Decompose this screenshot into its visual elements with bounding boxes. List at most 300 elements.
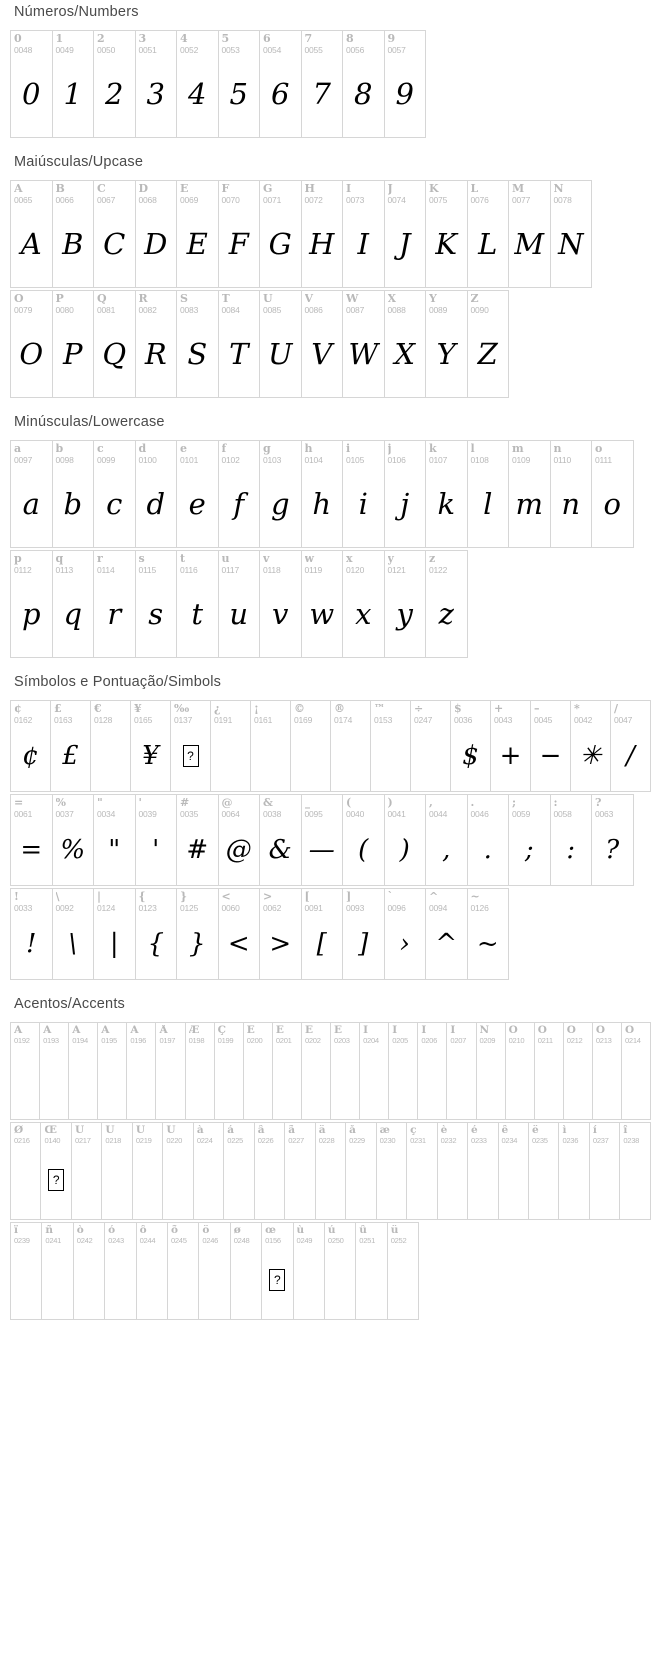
glyph-cell[interactable] xyxy=(219,551,261,657)
glyph-cell-header xyxy=(211,701,250,725)
glyph-cell[interactable] xyxy=(499,1123,529,1219)
glyph-codepoint-label: 0202 xyxy=(304,1036,321,1045)
glyph-cell[interactable] xyxy=(260,551,302,657)
glyph-cell[interactable] xyxy=(219,291,261,397)
glyph-cell[interactable] xyxy=(388,1223,419,1319)
glyph-rendering: : xyxy=(566,834,576,865)
glyph-cell-header xyxy=(343,795,384,819)
glyph-cell[interactable] xyxy=(418,1023,447,1119)
glyph-cell[interactable] xyxy=(177,181,219,287)
glyph-cell[interactable] xyxy=(186,1023,215,1119)
glyph-cell[interactable] xyxy=(11,31,53,137)
glyph-cell[interactable] xyxy=(251,701,291,791)
glyph-cell[interactable] xyxy=(133,1123,163,1219)
glyph-cell[interactable] xyxy=(343,291,385,397)
glyph-cell[interactable] xyxy=(477,1023,506,1119)
glyph-cell-header xyxy=(559,1123,588,1145)
glyph-cell[interactable] xyxy=(564,1023,593,1119)
glyph-cell[interactable] xyxy=(199,1223,230,1319)
glyph-codepoint-label: 0074 xyxy=(387,195,406,205)
glyph-rendering xyxy=(529,1145,558,1219)
glyph-cell[interactable] xyxy=(42,1223,73,1319)
glyph-codepoint-label: 0079 xyxy=(14,305,33,315)
glyph-cell[interactable] xyxy=(94,795,136,885)
glyph-cell[interactable] xyxy=(11,551,53,657)
glyph-cell[interactable] xyxy=(451,701,491,791)
glyph-codepoint-label: 0231 xyxy=(410,1136,426,1145)
glyph-cell[interactable] xyxy=(260,441,302,547)
glyph-cell[interactable] xyxy=(94,551,136,657)
glyph-cell[interactable] xyxy=(260,291,302,397)
glyph-codepoint-label: 0241 xyxy=(45,1236,62,1245)
glyph-codepoint-label: 0243 xyxy=(108,1236,124,1245)
glyph-cell[interactable] xyxy=(136,441,178,547)
glyph-rendering: h xyxy=(312,486,332,521)
glyph-rendering: V xyxy=(311,336,333,371)
glyph-cell[interactable] xyxy=(620,1123,650,1219)
glyph-cell[interactable] xyxy=(302,181,344,287)
glyph-codepoint-label: 0058 xyxy=(553,809,572,819)
glyph-codepoint-label: 0096 xyxy=(387,903,406,913)
glyph-cell-header xyxy=(438,1123,467,1145)
glyph-cell[interactable] xyxy=(11,1223,42,1319)
glyph-cell[interactable] xyxy=(171,701,211,791)
glyph-cell-header xyxy=(260,441,301,465)
glyph-cell[interactable] xyxy=(385,551,427,657)
glyph-cell[interactable] xyxy=(11,181,53,287)
glyph-cell-header xyxy=(136,551,177,575)
glyph-cell-header xyxy=(177,551,218,575)
glyph-cell[interactable] xyxy=(215,1023,244,1119)
glyph-cell[interactable] xyxy=(177,889,219,979)
glyph-char-label: ? xyxy=(595,797,602,809)
glyph-char-label: ê xyxy=(501,1125,509,1136)
glyph-cell[interactable] xyxy=(509,441,551,547)
glyph-cell[interactable] xyxy=(447,1023,476,1119)
glyph-codepoint-label: 0065 xyxy=(14,195,33,205)
glyph-codepoint-label: 0089 xyxy=(429,305,448,315)
glyph-row xyxy=(10,290,509,398)
glyph-codepoint-label: 0045 xyxy=(534,715,553,725)
glyph-char-label: v xyxy=(263,553,270,565)
glyph-codepoint-label: 0099 xyxy=(97,455,116,465)
glyph-rendering: = xyxy=(20,834,43,865)
glyph-cell-header xyxy=(302,795,343,819)
glyph-cell[interactable] xyxy=(622,1023,651,1119)
glyph-rendering: T xyxy=(229,336,249,371)
glyph-codepoint-label: 0214 xyxy=(624,1036,641,1045)
glyph-cell[interactable] xyxy=(91,701,131,791)
glyph-cell-header xyxy=(177,181,218,205)
glyph-cell[interactable] xyxy=(294,1223,325,1319)
glyph-cell[interactable] xyxy=(53,181,95,287)
glyph-row xyxy=(10,794,634,886)
glyph-cell[interactable] xyxy=(343,181,385,287)
glyph-cell[interactable] xyxy=(53,795,95,885)
glyph-cell[interactable] xyxy=(11,1123,41,1219)
glyph-cell-header xyxy=(407,1123,436,1145)
glyph-codepoint-label: 0109 xyxy=(512,455,531,465)
glyph-cell[interactable] xyxy=(105,1223,136,1319)
glyph-cell[interactable] xyxy=(127,1023,156,1119)
glyph-cell[interactable] xyxy=(177,795,219,885)
glyph-char-label: % xyxy=(55,797,66,809)
glyph-cell[interactable] xyxy=(156,1023,185,1119)
glyph-char-label: Î xyxy=(421,1025,427,1036)
glyph-cell-header xyxy=(94,181,135,205)
glyph-char-label: 8 xyxy=(346,33,354,45)
glyph-codepoint-label: 0101 xyxy=(180,455,199,465)
glyph-char-label: \ xyxy=(55,891,60,903)
glyph-cell[interactable] xyxy=(468,181,510,287)
glyph-codepoint-label: 0059 xyxy=(512,809,531,819)
glyph-cell[interactable] xyxy=(94,31,136,137)
glyph-cell[interactable] xyxy=(136,291,178,397)
glyph-rendering xyxy=(72,1145,101,1219)
section-title: Números/Numbers xyxy=(14,4,139,20)
glyph-cell[interactable] xyxy=(559,1123,589,1219)
glyph-cell[interactable] xyxy=(177,31,219,137)
glyph-codepoint-label: 0082 xyxy=(138,305,157,315)
glyph-rendering: ; xyxy=(524,834,534,865)
glyph-cell-header xyxy=(105,1223,135,1245)
glyph-char-label: ç xyxy=(410,1125,417,1136)
glyph-cell[interactable] xyxy=(94,291,136,397)
glyph-cell[interactable] xyxy=(219,181,261,287)
glyph-cell-header xyxy=(98,1023,126,1045)
glyph-codepoint-label: 0232 xyxy=(440,1136,457,1145)
glyph-cell[interactable] xyxy=(260,181,302,287)
glyph-char-label: e xyxy=(180,443,187,455)
glyph-cell[interactable] xyxy=(102,1123,132,1219)
glyph-cell[interactable] xyxy=(136,551,178,657)
glyph-rendering: e xyxy=(188,486,206,521)
glyph-cell-header xyxy=(343,291,384,315)
glyph-cell[interactable] xyxy=(385,889,427,979)
glyph-cell[interactable] xyxy=(426,291,468,397)
glyph-rendering: @ xyxy=(225,834,252,865)
glyph-cell[interactable] xyxy=(385,181,427,287)
glyph-cell[interactable] xyxy=(426,181,468,287)
glyph-rendering xyxy=(91,725,130,791)
glyph-cell[interactable] xyxy=(611,701,651,791)
glyph-cell[interactable] xyxy=(11,795,53,885)
glyph-cell[interactable] xyxy=(53,551,95,657)
glyph-rendering: $ xyxy=(462,740,479,771)
glyph-cell[interactable] xyxy=(40,1023,69,1119)
glyph-cell[interactable] xyxy=(285,1123,315,1219)
glyph-cell[interactable] xyxy=(72,1123,102,1219)
glyph-cell[interactable] xyxy=(468,889,510,979)
glyph-cell[interactable] xyxy=(590,1123,620,1219)
glyph-codepoint-label: 0121 xyxy=(387,565,406,575)
glyph-codepoint-label: 0077 xyxy=(512,195,531,205)
glyph-codepoint-label: 0103 xyxy=(263,455,282,465)
glyph-cell[interactable] xyxy=(316,1123,346,1219)
glyph-cell[interactable] xyxy=(94,181,136,287)
glyph-cell[interactable] xyxy=(551,795,593,885)
glyph-cell[interactable] xyxy=(371,701,411,791)
glyph-codepoint-label: 0125 xyxy=(180,903,199,913)
glyph-cell[interactable] xyxy=(11,889,53,979)
glyph-cell[interactable] xyxy=(219,795,261,885)
glyph-cell[interactable] xyxy=(468,1123,498,1219)
glyph-char-label: Ì xyxy=(363,1025,369,1036)
glyph-cell[interactable] xyxy=(69,1023,98,1119)
glyph-cell[interactable] xyxy=(593,1023,622,1119)
glyph-cell-header xyxy=(343,441,384,465)
glyph-cell[interactable] xyxy=(343,441,385,547)
glyph-cell[interactable] xyxy=(177,441,219,547)
glyph-cell[interactable] xyxy=(98,1023,127,1119)
glyph-cell[interactable] xyxy=(531,701,571,791)
glyph-codepoint-label: 0102 xyxy=(221,455,240,465)
glyph-cell[interactable] xyxy=(302,889,344,979)
glyph-cell[interactable] xyxy=(571,701,611,791)
glyph-cell[interactable] xyxy=(11,291,53,397)
glyph-cell-header xyxy=(40,1023,68,1045)
glyph-rendering: ! xyxy=(26,928,37,959)
glyph-cell[interactable] xyxy=(426,795,468,885)
glyph-cell[interactable] xyxy=(385,795,427,885)
glyph-cell[interactable] xyxy=(260,795,302,885)
glyph-cell[interactable] xyxy=(262,1223,293,1319)
glyph-cell[interactable] xyxy=(219,889,261,979)
glyph-cell[interactable] xyxy=(468,795,510,885)
glyph-char-label: o xyxy=(595,443,603,455)
glyph-cell[interactable] xyxy=(407,1123,437,1219)
glyph-cell[interactable] xyxy=(53,31,95,137)
glyph-cell[interactable] xyxy=(325,1223,356,1319)
glyph-codepoint-label: 0244 xyxy=(139,1236,156,1245)
glyph-cell[interactable] xyxy=(331,701,371,791)
glyph-cell-header xyxy=(385,551,426,575)
glyph-cell[interactable] xyxy=(260,31,302,137)
glyph-codepoint-label: 0224 xyxy=(196,1136,213,1145)
glyph-cell-header xyxy=(592,795,633,819)
glyph-char-label: Ò xyxy=(508,1025,518,1036)
glyph-rendering: r xyxy=(107,596,122,631)
glyph-codepoint-label: 0119 xyxy=(304,565,322,575)
glyph-cell[interactable] xyxy=(136,181,178,287)
glyph-cell[interactable] xyxy=(468,291,510,397)
glyph-cell[interactable] xyxy=(411,701,451,791)
glyph-cell[interactable] xyxy=(551,441,593,547)
glyph-cell[interactable] xyxy=(211,701,251,791)
glyph-cell[interactable] xyxy=(509,181,551,287)
glyph-rendering xyxy=(418,1045,446,1119)
glyph-cell[interactable] xyxy=(438,1123,468,1219)
glyph-cell[interactable] xyxy=(291,701,331,791)
glyph-cell[interactable] xyxy=(94,441,136,547)
glyph-cell[interactable] xyxy=(302,795,344,885)
glyph-cell-header xyxy=(385,889,426,913)
glyph-cell[interactable] xyxy=(168,1223,199,1319)
glyph-cell[interactable] xyxy=(302,291,344,397)
glyph-cell[interactable] xyxy=(136,889,178,979)
glyph-cell-header xyxy=(42,1223,72,1245)
glyph-cell-header xyxy=(53,795,94,819)
glyph-cell[interactable] xyxy=(11,441,53,547)
glyph-cell[interactable] xyxy=(41,1123,71,1219)
glyph-char-label: ( xyxy=(346,797,352,809)
glyph-codepoint-label: 0197 xyxy=(159,1036,176,1045)
glyph-char-label: à xyxy=(196,1125,204,1136)
glyph-cell[interactable] xyxy=(343,889,385,979)
glyph-char-label: î xyxy=(623,1125,628,1136)
glyph-cell[interactable] xyxy=(385,441,427,547)
glyph-cell[interactable] xyxy=(74,1223,105,1319)
glyph-cell-header xyxy=(41,1123,70,1145)
glyph-cell[interactable] xyxy=(385,291,427,397)
glyph-codepoint-label: 0090 xyxy=(470,305,489,315)
glyph-rendering: R xyxy=(144,336,167,371)
glyph-cell[interactable] xyxy=(53,889,95,979)
glyph-char-label: € xyxy=(94,703,102,715)
glyph-cell[interactable] xyxy=(426,441,468,547)
glyph-char-label: x xyxy=(346,553,353,565)
glyph-cell[interactable] xyxy=(177,291,219,397)
glyph-cell[interactable] xyxy=(163,1123,193,1219)
glyph-char-label: 4 xyxy=(180,33,188,45)
glyph-cell[interactable] xyxy=(273,1023,302,1119)
glyph-cell[interactable] xyxy=(302,551,344,657)
glyph-char-label: ì xyxy=(562,1125,567,1136)
glyph-cell[interactable] xyxy=(302,441,344,547)
glyph-cell-header xyxy=(168,1223,198,1245)
glyph-cell[interactable] xyxy=(343,31,385,137)
glyph-codepoint-label: 0047 xyxy=(614,715,633,725)
glyph-cell[interactable] xyxy=(535,1023,564,1119)
glyph-cell[interactable] xyxy=(356,1223,387,1319)
glyph-cell-header xyxy=(231,1223,261,1245)
glyph-cell[interactable] xyxy=(194,1123,224,1219)
glyph-codepoint-label: 0080 xyxy=(55,305,74,315)
glyph-cell-header xyxy=(127,1023,155,1045)
glyph-char-label: D xyxy=(138,183,149,195)
missing-glyph-box xyxy=(262,1245,292,1319)
glyph-cell[interactable] xyxy=(468,441,510,547)
glyph-cell[interactable] xyxy=(302,31,344,137)
glyph-cell[interactable] xyxy=(377,1123,407,1219)
glyph-char-label: Ç xyxy=(217,1025,227,1036)
glyph-rendering xyxy=(294,1245,324,1319)
glyph-codepoint-label: 0252 xyxy=(390,1236,407,1245)
glyph-cell[interactable] xyxy=(346,1123,376,1219)
glyph-cell[interactable] xyxy=(219,31,261,137)
glyph-codepoint-label: 0060 xyxy=(221,903,240,913)
glyph-cell-header xyxy=(571,701,610,725)
glyph-codepoint-label: 0040 xyxy=(346,809,365,819)
glyph-cell[interactable] xyxy=(551,181,593,287)
glyph-rendering: / xyxy=(626,740,635,771)
glyph-codepoint-label: 0195 xyxy=(101,1036,117,1045)
glyph-cell[interactable] xyxy=(94,889,136,979)
glyph-cell[interactable] xyxy=(53,441,95,547)
glyph-cell-header xyxy=(255,1123,284,1145)
glyph-cell-header xyxy=(551,181,592,205)
glyph-cell[interactable] xyxy=(385,31,427,137)
glyph-codepoint-label: 0115 xyxy=(138,565,156,575)
glyph-cell[interactable] xyxy=(177,551,219,657)
glyph-cell-header xyxy=(199,1223,229,1245)
glyph-cell[interactable] xyxy=(389,1023,418,1119)
glyph-cell[interactable] xyxy=(506,1023,535,1119)
glyph-cell-header xyxy=(302,551,343,575)
glyph-cell[interactable] xyxy=(592,441,634,547)
glyph-cell-header xyxy=(133,1123,162,1145)
glyph-cell[interactable] xyxy=(426,551,468,657)
glyph-codepoint-label: 0199 xyxy=(217,1036,234,1045)
glyph-cell-header xyxy=(551,795,592,819)
glyph-cell-header xyxy=(451,701,490,725)
glyph-cell[interactable] xyxy=(219,441,261,547)
glyph-cell[interactable] xyxy=(51,701,91,791)
glyph-cell[interactable] xyxy=(11,701,51,791)
glyph-rendering: C xyxy=(103,226,126,261)
glyph-codepoint-label: 0193 xyxy=(43,1036,59,1045)
glyph-cell-header xyxy=(177,889,218,913)
glyph-rendering: ) xyxy=(399,834,410,865)
glyph-codepoint-label: 0227 xyxy=(288,1136,304,1145)
glyph-rendering: < xyxy=(227,928,250,959)
glyph-cell[interactable] xyxy=(592,795,634,885)
glyph-rendering xyxy=(411,725,450,791)
glyph-cell-header xyxy=(468,889,509,913)
glyph-cell[interactable] xyxy=(136,795,178,885)
glyph-cell-header xyxy=(426,181,467,205)
glyph-rendering xyxy=(535,1045,563,1119)
glyph-cell[interactable] xyxy=(137,1223,168,1319)
glyph-cell[interactable] xyxy=(231,1223,262,1319)
glyph-char-label: , xyxy=(429,797,433,809)
missing-glyph-question-mark: ? xyxy=(48,1169,64,1191)
glyph-cell-header xyxy=(356,1223,386,1245)
glyph-cell[interactable] xyxy=(302,1023,331,1119)
glyph-char-label: Ã xyxy=(101,1025,110,1036)
glyph-cell[interactable] xyxy=(343,795,385,885)
glyph-cell[interactable] xyxy=(131,701,171,791)
glyph-cell[interactable] xyxy=(53,291,95,397)
glyph-cell[interactable] xyxy=(426,889,468,979)
glyph-char-label: Ø xyxy=(14,1125,24,1136)
glyph-cell-header xyxy=(385,181,426,205)
glyph-cell[interactable] xyxy=(509,795,551,885)
glyph-char-label: ã xyxy=(288,1125,296,1136)
glyph-cell[interactable] xyxy=(331,1023,360,1119)
glyph-cell[interactable] xyxy=(529,1123,559,1219)
glyph-char-label: ! xyxy=(14,891,19,903)
glyph-codepoint-label: 0200 xyxy=(246,1036,263,1045)
glyph-cell[interactable] xyxy=(136,31,178,137)
glyph-cell[interactable] xyxy=(260,889,302,979)
glyph-codepoint-label: 0238 xyxy=(623,1136,640,1145)
glyph-cell[interactable] xyxy=(360,1023,389,1119)
glyph-cell[interactable] xyxy=(224,1123,254,1219)
glyph-codepoint-label: 0050 xyxy=(97,45,116,55)
glyph-cell-header xyxy=(426,291,467,315)
glyph-cell[interactable] xyxy=(244,1023,273,1119)
glyph-cell[interactable] xyxy=(255,1123,285,1219)
glyph-cell[interactable] xyxy=(343,551,385,657)
glyph-cell-header xyxy=(94,889,135,913)
glyph-cell-header xyxy=(302,31,343,55)
glyph-cell[interactable] xyxy=(491,701,531,791)
glyph-rendering: u xyxy=(229,596,249,631)
glyph-cell[interactable] xyxy=(11,1023,40,1119)
glyph-codepoint-label: 0041 xyxy=(387,809,406,819)
glyph-cell-header xyxy=(529,1123,558,1145)
